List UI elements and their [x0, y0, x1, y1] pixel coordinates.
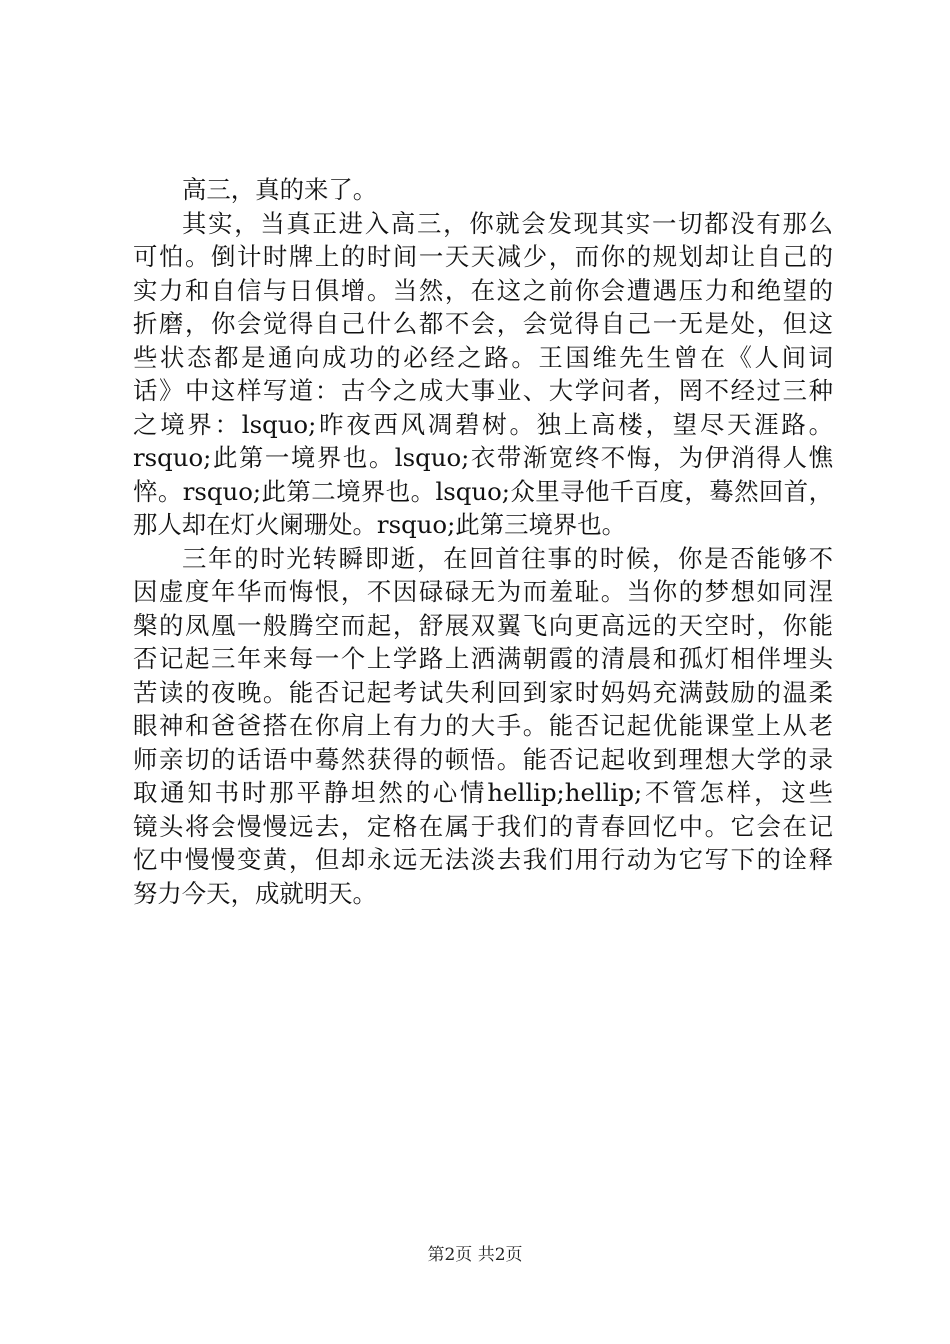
paragraph-3-line-9: 镜头将会慢慢远去，定格在属于我们的青春回忆中。它会在记: [133, 811, 833, 841]
paragraph-3-line-5: 苦读的夜晚。能否记起考试失利回到家时妈妈充满鼓励的温柔: [133, 677, 833, 707]
paragraph-2-line-8: rsquo;此第一境界也。lsquo;衣带渐宽终不悔，为伊消得人憔: [133, 443, 833, 472]
paragraph-2-line-9: 悴。rsquo;此第二境界也。lsquo;众里寻他千百度，蓦然回首，: [133, 476, 833, 506]
paragraph-3-line-1: 三年的时光转瞬即逝，在回首往事的时候，你是否能够不: [182, 543, 833, 573]
paragraph-3-line-4: 否记起三年来每一个上学路上洒满朝霞的清晨和孤灯相伴埋头: [133, 644, 833, 673]
paragraph-2-line-4: 折磨，你会觉得自己什么都不会，会觉得自己一无是处，但这: [133, 309, 833, 338]
paragraph-2-line-2: 可怕。倒计时牌上的时间一天天减少，而你的规划却让自己的: [133, 242, 833, 271]
paragraph-4-line-1: 努力今天，成就明天。: [133, 878, 377, 908]
paragraph-2-line-5: 些状态都是通向成功的必经之路。王国维先生曾在《人间词: [133, 342, 833, 372]
paragraph-3-line-8: 取通知书时那平静坦然的心情hellip;hellip;不管怎样，这些: [133, 778, 833, 807]
paragraph-3-line-10: 忆中慢慢变黄，但却永远无法淡去我们用行动为它写下的诠释: [133, 845, 833, 874]
paragraph-1-line-1: 高三，真的来了。: [182, 175, 378, 204]
paragraph-3-line-6: 眼神和爸爸搭在你肩上有力的大手。能否记起优能课堂上从老: [133, 711, 833, 740]
paragraph-2-line-10: 那人却在灯火阑珊处。rsquo;此第三境界也。: [133, 510, 627, 539]
paragraph-2-line-6: 话》中这样写道：古今之成大事业、大学问者，罔不经过三种: [133, 376, 833, 405]
paragraph-2-line-1: 其实，当真正进入高三，你就会发现其实一切都没有那么: [182, 208, 833, 238]
paragraph-3-line-7: 师亲切的话语中蓦然获得的顿悟。能否记起收到理想大学的录: [133, 744, 833, 774]
page-number-footer: 第2页 共2页: [427, 1245, 523, 1265]
paragraph-3-line-3: 槃的凤凰一般腾空而起，舒展双翼飞向更高远的天空时，你能: [133, 610, 833, 640]
paragraph-2-line-3: 实力和自信与日俱增。当然，在这之前你会遭遇压力和绝望的: [133, 275, 833, 305]
paragraph-3-line-2: 因虚度年华而悔恨，不因碌碌无为而羞耻。当你的梦想如同涅: [133, 577, 833, 606]
paragraph-2-line-7: 之境界：lsquo;昨夜西风凋碧树。独上高楼，望尽天涯路。: [133, 409, 833, 439]
essay-body: [133, 173, 833, 910]
